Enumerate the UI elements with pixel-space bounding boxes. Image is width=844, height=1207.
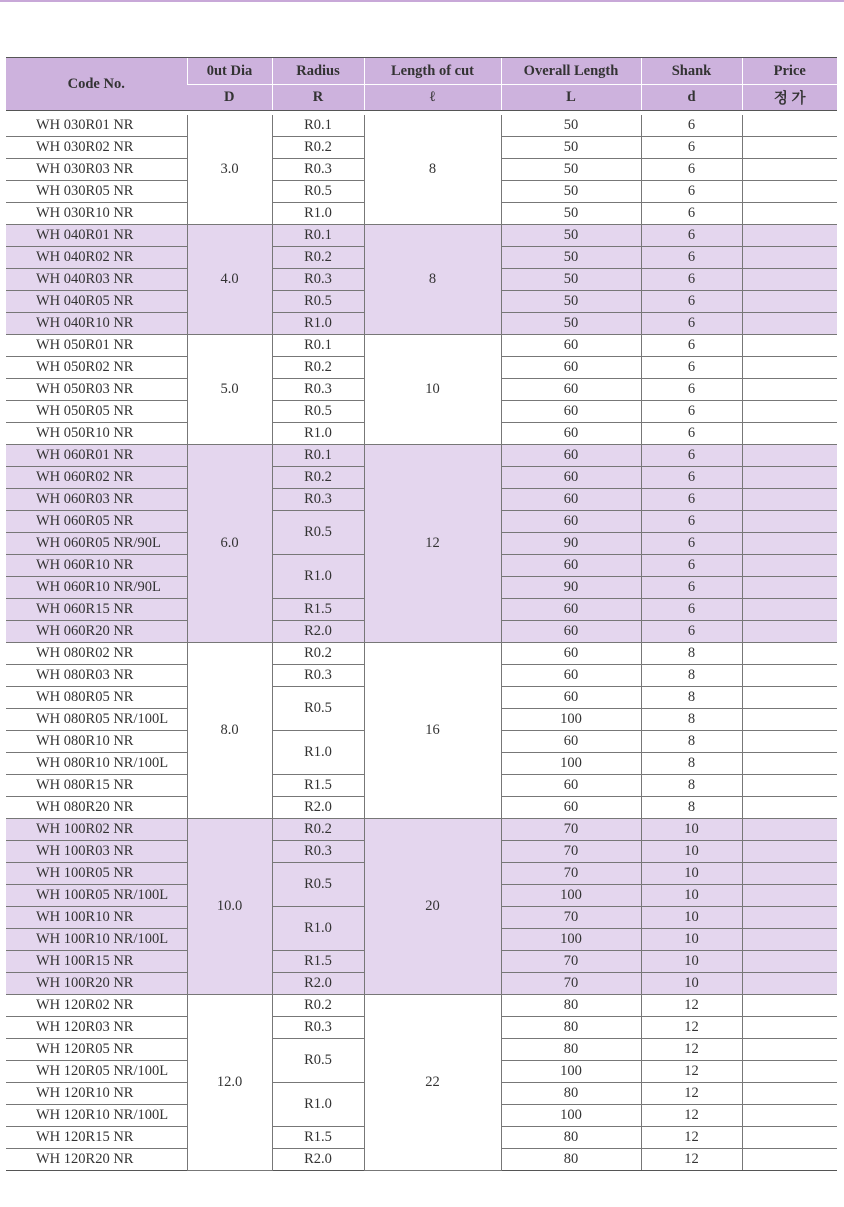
length-of-cut-cell: 20 bbox=[364, 819, 501, 995]
shank-cell: 6 bbox=[641, 159, 742, 181]
price-cell bbox=[742, 379, 837, 401]
price-cell bbox=[742, 753, 837, 775]
code-cell: WH 060R15 NR bbox=[6, 599, 187, 621]
overall-length-cell: 60 bbox=[501, 643, 641, 665]
header-overall-length: Overall Length bbox=[501, 58, 641, 85]
radius-cell: R0.5 bbox=[272, 511, 364, 555]
overall-length-cell: 50 bbox=[501, 291, 641, 313]
price-cell bbox=[742, 1039, 837, 1061]
top-divider-line bbox=[0, 0, 844, 2]
radius-cell: R0.3 bbox=[272, 379, 364, 401]
code-cell: WH 060R05 NR/90L bbox=[6, 533, 187, 555]
price-cell bbox=[742, 819, 837, 841]
overall-length-cell: 80 bbox=[501, 1149, 641, 1171]
overall-length-cell: 60 bbox=[501, 445, 641, 467]
product-spec-table bbox=[6, 57, 837, 1171]
price-cell bbox=[742, 203, 837, 225]
overall-length-cell: 50 bbox=[501, 225, 641, 247]
code-cell: WH 030R01 NR bbox=[6, 115, 187, 137]
radius-cell: R0.2 bbox=[272, 357, 364, 379]
code-cell: WH 040R10 NR bbox=[6, 313, 187, 335]
radius-cell: R0.2 bbox=[272, 643, 364, 665]
code-cell: WH 120R05 NR bbox=[6, 1039, 187, 1061]
code-cell: WH 030R05 NR bbox=[6, 181, 187, 203]
code-cell: WH 060R10 NR bbox=[6, 555, 187, 577]
overall-length-cell: 70 bbox=[501, 863, 641, 885]
overall-length-cell: 50 bbox=[501, 203, 641, 225]
code-cell: WH 080R05 NR/100L bbox=[6, 709, 187, 731]
price-cell bbox=[742, 995, 837, 1017]
code-cell: WH 100R05 NR bbox=[6, 863, 187, 885]
table-row bbox=[6, 819, 837, 841]
radius-cell: R0.3 bbox=[272, 269, 364, 291]
radius-cell: R0.5 bbox=[272, 687, 364, 731]
out-dia-cell: 4.0 bbox=[187, 225, 272, 335]
radius-cell: R0.5 bbox=[272, 1039, 364, 1083]
radius-cell: R1.0 bbox=[272, 555, 364, 599]
overall-length-cell: 60 bbox=[501, 555, 641, 577]
table-row bbox=[6, 643, 837, 665]
header-shank: Shank bbox=[641, 58, 742, 85]
overall-length-cell: 80 bbox=[501, 995, 641, 1017]
overall-length-cell: 70 bbox=[501, 973, 641, 995]
shank-cell: 12 bbox=[641, 1039, 742, 1061]
price-cell bbox=[742, 797, 837, 819]
radius-cell: R0.2 bbox=[272, 247, 364, 269]
overall-length-cell: 60 bbox=[501, 489, 641, 511]
radius-cell: R0.1 bbox=[272, 335, 364, 357]
radius-cell: R0.5 bbox=[272, 291, 364, 313]
shank-cell: 12 bbox=[641, 1061, 742, 1083]
price-cell bbox=[742, 841, 837, 863]
overall-length-cell: 100 bbox=[501, 885, 641, 907]
code-cell: WH 120R15 NR bbox=[6, 1127, 187, 1149]
out-dia-cell: 12.0 bbox=[187, 995, 272, 1171]
code-cell: WH 080R02 NR bbox=[6, 643, 187, 665]
radius-cell: R1.5 bbox=[272, 1127, 364, 1149]
overall-length-cell: 60 bbox=[501, 775, 641, 797]
price-cell bbox=[742, 907, 837, 929]
shank-cell: 12 bbox=[641, 1149, 742, 1171]
length-of-cut-cell: 22 bbox=[364, 995, 501, 1171]
table-row bbox=[6, 115, 837, 137]
shank-cell: 10 bbox=[641, 885, 742, 907]
code-cell: WH 100R15 NR bbox=[6, 951, 187, 973]
shank-cell: 6 bbox=[641, 313, 742, 335]
shank-cell: 6 bbox=[641, 599, 742, 621]
radius-cell: R1.0 bbox=[272, 1083, 364, 1127]
price-cell bbox=[742, 951, 837, 973]
price-cell bbox=[742, 687, 837, 709]
shank-cell: 6 bbox=[641, 401, 742, 423]
code-cell: WH 120R10 NR/100L bbox=[6, 1105, 187, 1127]
out-dia-cell: 10.0 bbox=[187, 819, 272, 995]
radius-cell: R0.3 bbox=[272, 1017, 364, 1039]
header-shank-symbol: d bbox=[641, 85, 742, 111]
table-row bbox=[6, 445, 837, 467]
out-dia-cell: 8.0 bbox=[187, 643, 272, 819]
price-cell bbox=[742, 1105, 837, 1127]
shank-cell: 6 bbox=[641, 467, 742, 489]
price-cell bbox=[742, 1083, 837, 1105]
price-cell bbox=[742, 709, 837, 731]
overall-length-cell: 70 bbox=[501, 951, 641, 973]
price-cell bbox=[742, 599, 837, 621]
price-cell bbox=[742, 247, 837, 269]
overall-length-cell: 50 bbox=[501, 137, 641, 159]
price-cell bbox=[742, 929, 837, 951]
overall-length-cell: 60 bbox=[501, 401, 641, 423]
overall-length-cell: 70 bbox=[501, 907, 641, 929]
code-cell: WH 060R01 NR bbox=[6, 445, 187, 467]
code-cell: WH 050R10 NR bbox=[6, 423, 187, 445]
overall-length-cell: 60 bbox=[501, 599, 641, 621]
overall-length-cell: 100 bbox=[501, 929, 641, 951]
shank-cell: 6 bbox=[641, 203, 742, 225]
shank-cell: 6 bbox=[641, 577, 742, 599]
overall-length-cell: 50 bbox=[501, 159, 641, 181]
code-cell: WH 060R20 NR bbox=[6, 621, 187, 643]
overall-length-cell: 80 bbox=[501, 1127, 641, 1149]
overall-length-cell: 60 bbox=[501, 665, 641, 687]
shank-cell: 10 bbox=[641, 929, 742, 951]
shank-cell: 6 bbox=[641, 533, 742, 555]
price-cell bbox=[742, 863, 837, 885]
price-cell bbox=[742, 511, 837, 533]
radius-cell: R2.0 bbox=[272, 797, 364, 819]
header-radius-symbol: R bbox=[272, 85, 364, 111]
price-cell bbox=[742, 1127, 837, 1149]
shank-cell: 12 bbox=[641, 995, 742, 1017]
overall-length-cell: 60 bbox=[501, 335, 641, 357]
length-of-cut-cell: 8 bbox=[364, 115, 501, 225]
overall-length-cell: 50 bbox=[501, 269, 641, 291]
overall-length-cell: 60 bbox=[501, 797, 641, 819]
overall-length-cell: 80 bbox=[501, 1017, 641, 1039]
price-cell bbox=[742, 1017, 837, 1039]
shank-cell: 12 bbox=[641, 1105, 742, 1127]
price-cell bbox=[742, 643, 837, 665]
code-cell: WH 080R10 NR/100L bbox=[6, 753, 187, 775]
radius-cell: R2.0 bbox=[272, 973, 364, 995]
price-cell bbox=[742, 313, 837, 335]
price-cell bbox=[742, 159, 837, 181]
code-cell: WH 080R20 NR bbox=[6, 797, 187, 819]
shank-cell: 10 bbox=[641, 863, 742, 885]
table-row bbox=[6, 335, 837, 357]
radius-cell: R0.2 bbox=[272, 137, 364, 159]
radius-cell: R0.3 bbox=[272, 489, 364, 511]
radius-cell: R2.0 bbox=[272, 1149, 364, 1171]
header-length-of-cut: Length of cut bbox=[364, 58, 501, 85]
header-out-dia: 0ut Dia bbox=[187, 58, 272, 85]
overall-length-cell: 60 bbox=[501, 423, 641, 445]
code-cell: WH 100R20 NR bbox=[6, 973, 187, 995]
shank-cell: 6 bbox=[641, 511, 742, 533]
code-cell: WH 030R02 NR bbox=[6, 137, 187, 159]
shank-cell: 12 bbox=[641, 1127, 742, 1149]
price-cell bbox=[742, 665, 837, 687]
shank-cell: 6 bbox=[641, 445, 742, 467]
code-cell: WH 100R03 NR bbox=[6, 841, 187, 863]
shank-cell: 8 bbox=[641, 709, 742, 731]
shank-cell: 6 bbox=[641, 181, 742, 203]
price-cell bbox=[742, 225, 837, 247]
overall-length-cell: 50 bbox=[501, 115, 641, 137]
shank-cell: 6 bbox=[641, 137, 742, 159]
price-cell bbox=[742, 269, 837, 291]
table-header bbox=[6, 58, 837, 111]
price-cell bbox=[742, 181, 837, 203]
price-cell bbox=[742, 291, 837, 313]
price-cell bbox=[742, 577, 837, 599]
code-cell: WH 030R10 NR bbox=[6, 203, 187, 225]
radius-cell: R0.3 bbox=[272, 159, 364, 181]
header-price: Price bbox=[742, 58, 837, 85]
price-cell bbox=[742, 973, 837, 995]
price-cell bbox=[742, 445, 837, 467]
code-cell: WH 050R03 NR bbox=[6, 379, 187, 401]
code-cell: WH 120R10 NR bbox=[6, 1083, 187, 1105]
overall-length-cell: 70 bbox=[501, 819, 641, 841]
header-oal-symbol: L bbox=[501, 85, 641, 111]
radius-cell: R1.0 bbox=[272, 313, 364, 335]
length-of-cut-cell: 8 bbox=[364, 225, 501, 335]
shank-cell: 6 bbox=[641, 225, 742, 247]
code-cell: WH 100R10 NR/100L bbox=[6, 929, 187, 951]
code-cell: WH 030R03 NR bbox=[6, 159, 187, 181]
out-dia-cell: 6.0 bbox=[187, 445, 272, 643]
radius-cell: R0.2 bbox=[272, 819, 364, 841]
overall-length-cell: 50 bbox=[501, 181, 641, 203]
shank-cell: 10 bbox=[641, 973, 742, 995]
price-cell bbox=[742, 423, 837, 445]
shank-cell: 8 bbox=[641, 753, 742, 775]
radius-cell: R0.1 bbox=[272, 115, 364, 137]
overall-length-cell: 50 bbox=[501, 247, 641, 269]
overall-length-cell: 70 bbox=[501, 841, 641, 863]
overall-length-cell: 80 bbox=[501, 1039, 641, 1061]
overall-length-cell: 60 bbox=[501, 621, 641, 643]
shank-cell: 8 bbox=[641, 665, 742, 687]
overall-length-cell: 60 bbox=[501, 379, 641, 401]
out-dia-cell: 3.0 bbox=[187, 115, 272, 225]
shank-cell: 6 bbox=[641, 247, 742, 269]
code-cell: WH 060R03 NR bbox=[6, 489, 187, 511]
shank-cell: 10 bbox=[641, 819, 742, 841]
radius-cell: R1.5 bbox=[272, 775, 364, 797]
overall-length-cell: 50 bbox=[501, 313, 641, 335]
code-cell: WH 050R05 NR bbox=[6, 401, 187, 423]
radius-cell: R2.0 bbox=[272, 621, 364, 643]
price-cell bbox=[742, 1149, 837, 1171]
overall-length-cell: 90 bbox=[501, 533, 641, 555]
radius-cell: R1.5 bbox=[272, 951, 364, 973]
shank-cell: 10 bbox=[641, 907, 742, 929]
overall-length-cell: 60 bbox=[501, 467, 641, 489]
price-cell bbox=[742, 775, 837, 797]
code-cell: WH 080R05 NR bbox=[6, 687, 187, 709]
header-loc-symbol: ℓ bbox=[364, 85, 501, 111]
header-dia-symbol: D bbox=[187, 85, 272, 111]
code-cell: WH 060R02 NR bbox=[6, 467, 187, 489]
length-of-cut-cell: 16 bbox=[364, 643, 501, 819]
shank-cell: 6 bbox=[641, 423, 742, 445]
code-cell: WH 050R01 NR bbox=[6, 335, 187, 357]
header-code-no: Code No. bbox=[6, 58, 187, 111]
price-cell bbox=[742, 621, 837, 643]
code-cell: WH 120R03 NR bbox=[6, 1017, 187, 1039]
shank-cell: 6 bbox=[641, 357, 742, 379]
overall-length-cell: 60 bbox=[501, 687, 641, 709]
code-cell: WH 100R02 NR bbox=[6, 819, 187, 841]
radius-cell: R1.0 bbox=[272, 907, 364, 951]
price-cell bbox=[742, 115, 837, 137]
overall-length-cell: 60 bbox=[501, 731, 641, 753]
length-of-cut-cell: 12 bbox=[364, 445, 501, 643]
code-cell: WH 120R20 NR bbox=[6, 1149, 187, 1171]
price-cell bbox=[742, 357, 837, 379]
shank-cell: 10 bbox=[641, 841, 742, 863]
radius-cell: R0.5 bbox=[272, 863, 364, 907]
code-cell: WH 080R10 NR bbox=[6, 731, 187, 753]
code-cell: WH 040R02 NR bbox=[6, 247, 187, 269]
header-radius: Radius bbox=[272, 58, 364, 85]
price-cell bbox=[742, 533, 837, 555]
overall-length-cell: 100 bbox=[501, 1061, 641, 1083]
code-cell: WH 050R02 NR bbox=[6, 357, 187, 379]
radius-cell: R0.3 bbox=[272, 841, 364, 863]
code-cell: WH 080R03 NR bbox=[6, 665, 187, 687]
overall-length-cell: 100 bbox=[501, 709, 641, 731]
price-cell bbox=[742, 885, 837, 907]
code-cell: WH 120R02 NR bbox=[6, 995, 187, 1017]
shank-cell: 6 bbox=[641, 379, 742, 401]
shank-cell: 10 bbox=[641, 951, 742, 973]
code-cell: WH 040R01 NR bbox=[6, 225, 187, 247]
radius-cell: R0.3 bbox=[272, 665, 364, 687]
shank-cell: 8 bbox=[641, 797, 742, 819]
table-row bbox=[6, 995, 837, 1017]
price-cell bbox=[742, 555, 837, 577]
length-of-cut-cell: 10 bbox=[364, 335, 501, 445]
shank-cell: 6 bbox=[641, 335, 742, 357]
overall-length-cell: 100 bbox=[501, 753, 641, 775]
header-price-symbol: 정 가 bbox=[742, 85, 837, 111]
code-cell: WH 040R03 NR bbox=[6, 269, 187, 291]
shank-cell: 6 bbox=[641, 489, 742, 511]
shank-cell: 8 bbox=[641, 643, 742, 665]
out-dia-cell: 5.0 bbox=[187, 335, 272, 445]
shank-cell: 6 bbox=[641, 269, 742, 291]
shank-cell: 6 bbox=[641, 115, 742, 137]
overall-length-cell: 60 bbox=[501, 357, 641, 379]
price-cell bbox=[742, 731, 837, 753]
shank-cell: 6 bbox=[641, 555, 742, 577]
radius-cell: R0.2 bbox=[272, 467, 364, 489]
code-cell: WH 040R05 NR bbox=[6, 291, 187, 313]
table-row bbox=[6, 225, 837, 247]
code-cell: WH 060R10 NR/90L bbox=[6, 577, 187, 599]
shank-cell: 12 bbox=[641, 1017, 742, 1039]
code-cell: WH 060R05 NR bbox=[6, 511, 187, 533]
overall-length-cell: 90 bbox=[501, 577, 641, 599]
radius-cell: R0.1 bbox=[272, 225, 364, 247]
table-body bbox=[6, 111, 837, 1171]
radius-cell: R1.0 bbox=[272, 423, 364, 445]
radius-cell: R1.0 bbox=[272, 731, 364, 775]
shank-cell: 6 bbox=[641, 621, 742, 643]
shank-cell: 6 bbox=[641, 291, 742, 313]
radius-cell: R0.1 bbox=[272, 445, 364, 467]
price-cell bbox=[742, 335, 837, 357]
price-cell bbox=[742, 489, 837, 511]
price-cell bbox=[742, 137, 837, 159]
overall-length-cell: 80 bbox=[501, 1083, 641, 1105]
overall-length-cell: 100 bbox=[501, 1105, 641, 1127]
price-cell bbox=[742, 401, 837, 423]
price-cell bbox=[742, 1061, 837, 1083]
radius-cell: R1.5 bbox=[272, 599, 364, 621]
shank-cell: 8 bbox=[641, 731, 742, 753]
radius-cell: R1.0 bbox=[272, 203, 364, 225]
radius-cell: R0.5 bbox=[272, 401, 364, 423]
shank-cell: 8 bbox=[641, 687, 742, 709]
overall-length-cell: 60 bbox=[501, 511, 641, 533]
radius-cell: R0.2 bbox=[272, 995, 364, 1017]
code-cell: WH 100R10 NR bbox=[6, 907, 187, 929]
code-cell: WH 100R05 NR/100L bbox=[6, 885, 187, 907]
radius-cell: R0.5 bbox=[272, 181, 364, 203]
shank-cell: 12 bbox=[641, 1083, 742, 1105]
price-cell bbox=[742, 467, 837, 489]
code-cell: WH 080R15 NR bbox=[6, 775, 187, 797]
code-cell: WH 120R05 NR/100L bbox=[6, 1061, 187, 1083]
shank-cell: 8 bbox=[641, 775, 742, 797]
